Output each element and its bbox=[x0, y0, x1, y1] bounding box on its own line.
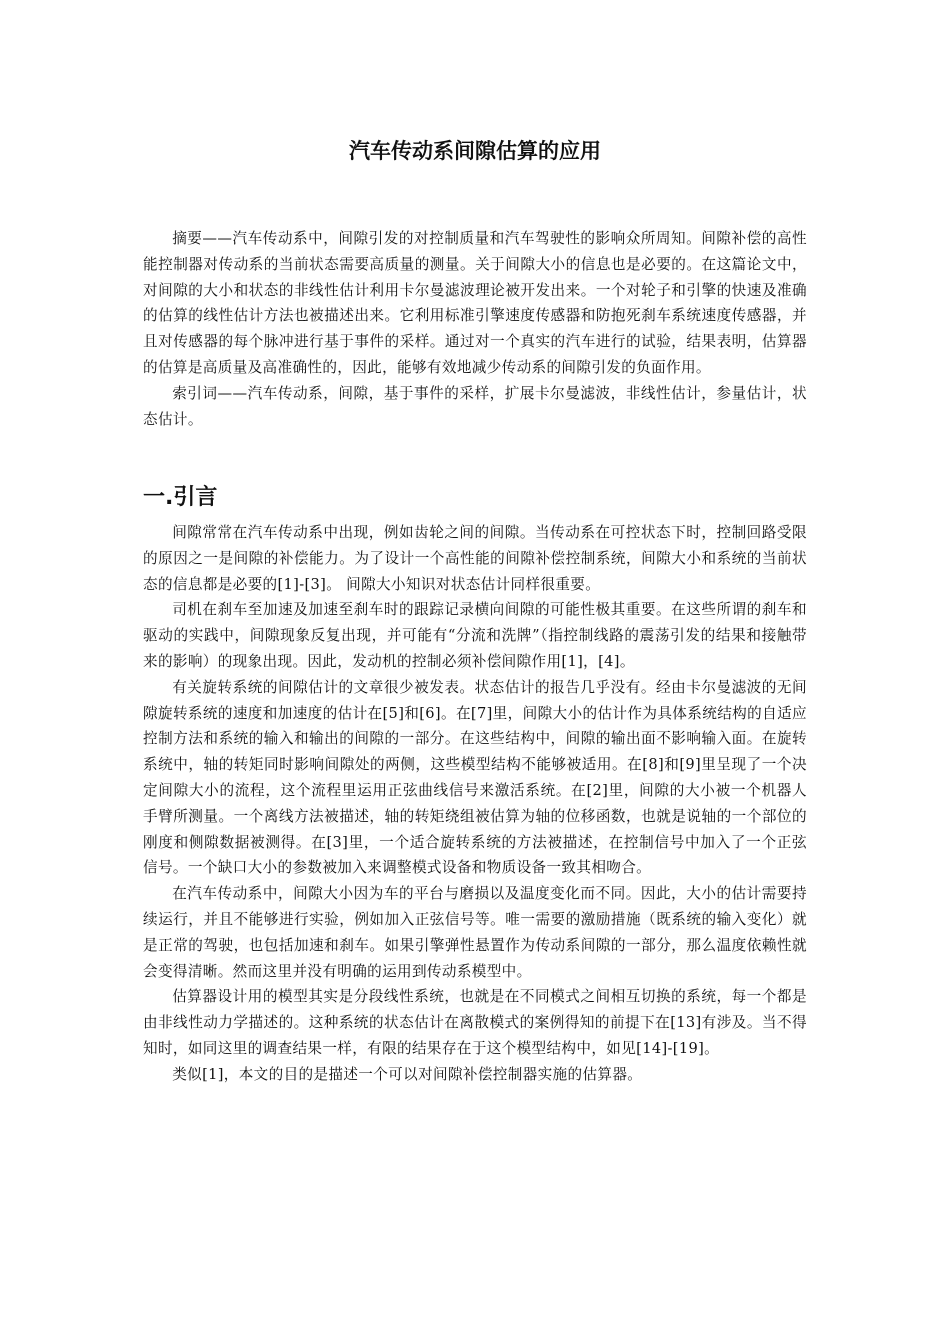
introduction-body bbox=[143, 520, 807, 1088]
body-paragraph: 在汽车传动系中，间隙大小因为车的平台与磨损以及温度变化而不同。因此，大小的估计需要持续运行，并且不能够进行实验，例如加入正弦信号等。唯一需要的激励措施（既系统的输入变化）就是正常的驾驶，也包括加速和刹车。如果引擎弹性悬置作为传动系间隙的一部分，那么温度依赖性就会变得清晰。然而这里并没有明确的运用到传动系模型中。 bbox=[143, 885, 807, 980]
body-paragraph: 类似[1]，本文的目的是描述一个可以对间隙补偿控制器实施的估算器。 bbox=[172, 1065, 643, 1083]
keywords-paragraph: 索引词——汽车传动系，间隙，基于事件的采样，扩展卡尔曼滤波，非线性估计，参量估计，状态估计。 bbox=[143, 384, 807, 428]
abstract-section bbox=[143, 226, 807, 432]
section-heading-introduction: 一.引言 bbox=[143, 485, 218, 510]
body-paragraph: 估算器设计用的模型其实是分段线性系统，也就是在不同模式之间相互切换的系统，每一个都是由非线性动力学描述的。这种系统的状态估计在离散模式的案例得知的前提下在[13]有涉及。当不得知时，如同这里的调查结果一样，有限的结果存在于这个模型结构中，如见[14]-[19]。 bbox=[143, 988, 807, 1057]
abstract-paragraph: 摘要——汽车传动系中，间隙引发的对控制质量和汽车驾驶性的影响众所周知。间隙补偿的高性能控制器对传动系的当前状态需要高质量的测量。关于间隙大小的信息也是必要的。在这篇论文中，对间隙的大小和状态的非线性估计利用卡尔曼滤波理论被开发出来。一个对轮子和引擎的快速及准确的估算的线性估计方法也被描述出来。它利用标准引擎速度传感器和防抱死刹车系统速度传感器，并且对传感器的每个脉冲进行基于事件的采样。通过对一个真实的汽车进行的试验，结果表明，估算器的估算是高质量及高准确性的，因此，能够有效地减少传动系的间隙引发的负面作用。 bbox=[143, 230, 807, 376]
document-title: 汽车传动系间隙估算的应用 bbox=[349, 139, 601, 163]
body-paragraph: 间隙常常在汽车传动系中出现，例如齿轮之间的间隙。当传动系在可控状态下时，控制回路受限的原因之一是间隙的补偿能力。为了设计一个高性能的间隙补偿控制系统，间隙大小和系统的当前状态的信息都是必要的[1]-[3]。 间隙大小知识对状态估计同样很重要。 bbox=[143, 524, 807, 593]
body-paragraph: 司机在刹车至加速及加速至刹车时的跟踪记录横向间隙的可能性极其重要。在这些所谓的刹车和驱动的实践中，间隙现象反复出现，并可能有“分流和洗牌”（指控制线路的震荡引发的结果和接触带来的影响）的现象出现。因此，发动机的控制必须补偿间隙作用[1]，[4]。 bbox=[143, 601, 807, 670]
body-paragraph: 有关旋转系统的间隙估计的文章很少被发表。状态估计的报告几乎没有。经由卡尔曼滤波的无间隙旋转系统的速度和加速度的估计在[5]和[6]。在[7]里，间隙大小的估计作为具体系统结构的自适应控制方法和系统的输入和输出的间隙的一部分。在这些结构中，间隙的输出面不影响输入面。在旋转系统中，轴的转矩同时影响间隙处的两侧，这些模型结构不能够被适用。在[8]和[9]里呈现了一个决定间隙大小的流程，这个流程里运用正弦曲线信号来激活系统。在[2]里，间隙的大小被一个机器人手臂所测量。一个离线方法被描述，轴的转矩绕组被估算为轴的位移函数，也就是说轴的一个部位的刚度和侧隙数据被测得。在[3]里，一个适合旋转系统的方法被描述，在控制信号中加入了一个正弦信号。一个缺口大小的参数被加入来调整模式设备和物质设备一致其相吻合。 bbox=[143, 678, 807, 877]
